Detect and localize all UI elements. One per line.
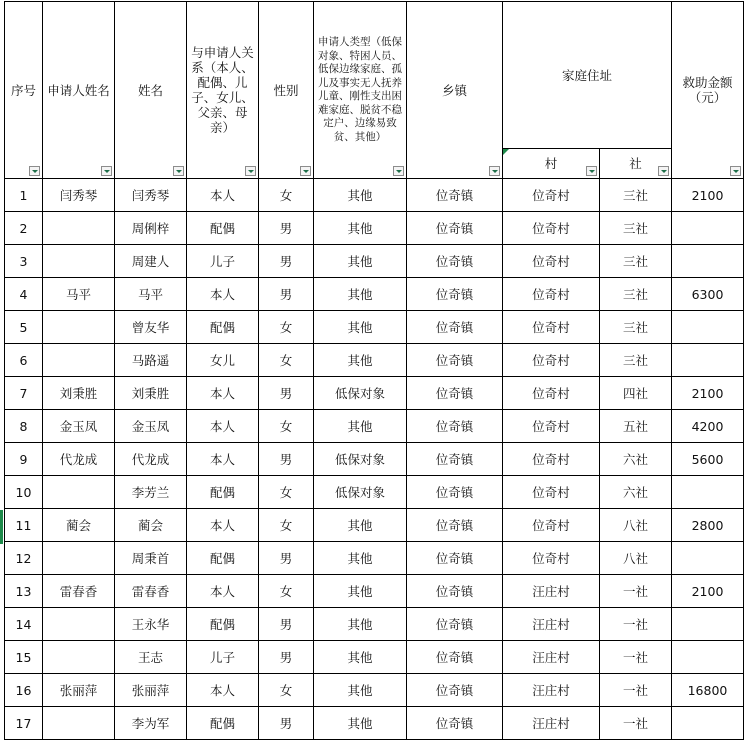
cell-town[interactable]: 位奇镇	[407, 179, 503, 212]
cell-applicant[interactable]	[43, 245, 115, 278]
cell-applicant[interactable]	[43, 641, 115, 674]
cell-village[interactable]: 位奇村	[503, 278, 600, 311]
cell-gender[interactable]: 女	[259, 179, 314, 212]
header-type-label: 申请人类型（低保对象、特困人员、低保边缘家庭、孤儿及事实无人抚养儿童、刚性支出困难家庭、脱贫不稳定户、边缘易致贫、其他）	[318, 36, 402, 143]
cell-applicant[interactable]	[43, 542, 115, 575]
cell-name[interactable]: 蔺会	[115, 509, 187, 542]
cell-amount[interactable]	[672, 344, 744, 377]
cell-she[interactable]: 三社	[600, 179, 672, 212]
cell-name[interactable]: 李为军	[115, 707, 187, 740]
cell-name[interactable]: 闫秀琴	[115, 179, 187, 212]
cell-gender[interactable]: 女	[259, 509, 314, 542]
header-seq-label: 序号	[10, 82, 36, 98]
cell-gender[interactable]: 男	[259, 707, 314, 740]
cell-gender[interactable]: 男	[259, 212, 314, 245]
cell-town[interactable]: 位奇镇	[407, 509, 503, 542]
cell-name[interactable]: 代龙成	[115, 443, 187, 476]
cell-gender[interactable]: 男	[259, 443, 314, 476]
cell-name[interactable]: 周建人	[115, 245, 187, 278]
cell-amount[interactable]: 2100	[672, 179, 744, 212]
cell-seq[interactable]: 15	[5, 641, 43, 674]
cell-amount[interactable]: 6300	[672, 278, 744, 311]
cell-amount[interactable]	[672, 476, 744, 509]
cell-type[interactable]: 其他	[314, 707, 407, 740]
cell-village[interactable]: 位奇村	[503, 542, 600, 575]
cell-amount[interactable]: 2100	[672, 377, 744, 410]
cell-name[interactable]: 王志	[115, 641, 187, 674]
header-gender-label: 性别	[273, 82, 299, 98]
cell-relation[interactable]: 配偶	[187, 707, 259, 740]
cell-village[interactable]: 位奇村	[503, 509, 600, 542]
cell-town[interactable]: 位奇镇	[407, 212, 503, 245]
header-address	[503, 2, 672, 149]
cell-village[interactable]: 汪庄村	[503, 674, 600, 707]
cell-seq[interactable]: 1	[5, 179, 43, 212]
table-row	[5, 542, 744, 575]
header-name-label: 姓名	[137, 82, 163, 98]
cell-type[interactable]: 其他	[314, 311, 407, 344]
cell-she[interactable]: 一社	[600, 575, 672, 608]
cell-gender[interactable]: 女	[259, 410, 314, 443]
cell-type[interactable]: 其他	[314, 575, 407, 608]
table-row	[5, 641, 744, 674]
cell-type[interactable]: 其他	[314, 245, 407, 278]
table-row	[5, 179, 744, 212]
cell-type[interactable]: 其他	[314, 641, 407, 674]
table-row	[5, 443, 744, 476]
cell-applicant[interactable]	[43, 311, 115, 344]
table-row	[5, 212, 744, 245]
header-amount-label: 救助金额（元）	[682, 75, 733, 105]
cell-she[interactable]: 三社	[600, 212, 672, 245]
cell-type[interactable]: 其他	[314, 674, 407, 707]
cell-seq[interactable]: 13	[5, 575, 43, 608]
cell-village[interactable]: 位奇村	[503, 179, 600, 212]
cell-seq[interactable]: 17	[5, 707, 43, 740]
cell-she[interactable]: 八社	[600, 542, 672, 575]
cell-she[interactable]: 一社	[600, 674, 672, 707]
cell-type[interactable]: 其他	[314, 542, 407, 575]
cell-relation[interactable]: 配偶	[187, 542, 259, 575]
cell-town[interactable]: 位奇镇	[407, 542, 503, 575]
header-name	[115, 2, 187, 179]
cell-relation[interactable]: 女儿	[187, 344, 259, 377]
filter-dropdown-icon[interactable]	[245, 166, 256, 176]
cell-applicant[interactable]	[43, 707, 115, 740]
header-village	[503, 149, 600, 179]
cell-town[interactable]: 位奇镇	[407, 575, 503, 608]
filter-dropdown-icon[interactable]	[29, 166, 40, 176]
cell-seq[interactable]: 2	[5, 212, 43, 245]
cell-town[interactable]: 位奇镇	[407, 641, 503, 674]
cell-village[interactable]: 位奇村	[503, 212, 600, 245]
cell-amount[interactable]	[672, 311, 744, 344]
cell-name[interactable]: 周秉首	[115, 542, 187, 575]
header-applicant	[43, 2, 115, 179]
cell-seq[interactable]: 7	[5, 377, 43, 410]
cell-applicant[interactable]: 刘秉胜	[43, 377, 115, 410]
cell-type[interactable]: 低保对象	[314, 443, 407, 476]
cell-seq[interactable]: 11	[5, 509, 43, 542]
cell-gender[interactable]: 女	[259, 674, 314, 707]
cell-relation[interactable]: 配偶	[187, 476, 259, 509]
cell-town[interactable]: 位奇镇	[407, 707, 503, 740]
cell-seq[interactable]: 5	[5, 311, 43, 344]
cell-gender[interactable]: 女	[259, 575, 314, 608]
cell-relation[interactable]: 本人	[187, 377, 259, 410]
cell-applicant[interactable]: 金玉凤	[43, 410, 115, 443]
cell-name[interactable]: 曾友华	[115, 311, 187, 344]
cell-name[interactable]: 张丽萍	[115, 674, 187, 707]
cell-name[interactable]: 王永华	[115, 608, 187, 641]
cell-she[interactable]: 三社	[600, 344, 672, 377]
cell-gender[interactable]: 男	[259, 278, 314, 311]
cell-applicant[interactable]	[43, 212, 115, 245]
cell-gender[interactable]: 男	[259, 377, 314, 410]
cell-name[interactable]: 李芳兰	[115, 476, 187, 509]
cell-comment-marker	[503, 149, 509, 155]
cell-seq[interactable]: 4	[5, 278, 43, 311]
cell-relation[interactable]: 配偶	[187, 311, 259, 344]
cell-type[interactable]: 其他	[314, 179, 407, 212]
cell-name[interactable]: 雷春香	[115, 575, 187, 608]
cell-gender[interactable]: 男	[259, 641, 314, 674]
cell-village[interactable]: 汪庄村	[503, 641, 600, 674]
table-row	[5, 575, 744, 608]
cell-name[interactable]: 金玉凤	[115, 410, 187, 443]
header-relation-label: 与申请人关系（本人、配偶、儿子、女儿、父亲、母亲）	[191, 45, 254, 135]
cell-village[interactable]: 位奇村	[503, 410, 600, 443]
cell-she[interactable]: 六社	[600, 476, 672, 509]
cell-town[interactable]: 位奇镇	[407, 245, 503, 278]
header-town-label: 乡镇	[441, 82, 467, 98]
cell-town[interactable]: 位奇镇	[407, 443, 503, 476]
filter-dropdown-icon[interactable]	[658, 166, 669, 176]
cell-applicant[interactable]: 蔺会	[43, 509, 115, 542]
cell-she[interactable]: 三社	[600, 278, 672, 311]
header-applicant-label: 申请人姓名	[47, 82, 110, 98]
header-amount	[672, 2, 744, 179]
cell-seq[interactable]: 14	[5, 608, 43, 641]
cell-gender[interactable]: 女	[259, 311, 314, 344]
cell-gender[interactable]: 男	[259, 542, 314, 575]
cell-type[interactable]: 其他	[314, 278, 407, 311]
cell-seq[interactable]: 8	[5, 410, 43, 443]
cell-amount[interactable]: 16800	[672, 674, 744, 707]
cell-relation[interactable]: 儿子	[187, 245, 259, 278]
cell-village[interactable]: 位奇村	[503, 377, 600, 410]
header-town	[407, 2, 503, 179]
cell-town[interactable]: 位奇镇	[407, 311, 503, 344]
cell-town[interactable]: 位奇镇	[407, 344, 503, 377]
cell-town[interactable]: 位奇镇	[407, 377, 503, 410]
cell-she[interactable]: 一社	[600, 707, 672, 740]
cell-name[interactable]: 马平	[115, 278, 187, 311]
filter-dropdown-icon[interactable]	[101, 166, 112, 176]
table-row	[5, 476, 744, 509]
cell-relation[interactable]: 本人	[187, 509, 259, 542]
cell-amount[interactable]	[672, 608, 744, 641]
filter-dropdown-icon[interactable]	[489, 166, 500, 176]
cell-amount[interactable]	[672, 641, 744, 674]
cell-gender[interactable]: 女	[259, 344, 314, 377]
cell-she[interactable]: 六社	[600, 443, 672, 476]
cell-village[interactable]: 汪庄村	[503, 575, 600, 608]
cell-type[interactable]: 其他	[314, 410, 407, 443]
cell-village[interactable]: 位奇村	[503, 245, 600, 278]
table-row	[5, 278, 744, 311]
filter-dropdown-icon[interactable]	[393, 166, 404, 176]
header-relation	[187, 2, 259, 179]
cell-amount[interactable]	[672, 707, 744, 740]
cell-relation[interactable]: 儿子	[187, 641, 259, 674]
cell-gender[interactable]: 女	[259, 476, 314, 509]
cell-applicant[interactable]: 闫秀琴	[43, 179, 115, 212]
header-address-label: 家庭住址	[561, 67, 612, 83]
cell-town[interactable]: 位奇镇	[407, 278, 503, 311]
table-row	[5, 509, 744, 542]
cell-applicant[interactable]: 张丽萍	[43, 674, 115, 707]
cell-town[interactable]: 位奇镇	[407, 608, 503, 641]
cell-relation[interactable]: 本人	[187, 443, 259, 476]
cell-village[interactable]: 位奇村	[503, 344, 600, 377]
cell-relation[interactable]: 本人	[187, 278, 259, 311]
relief-table	[4, 1, 744, 740]
cell-relation[interactable]: 本人	[187, 410, 259, 443]
cell-amount[interactable]: 2100	[672, 575, 744, 608]
filter-dropdown-icon[interactable]	[586, 166, 597, 176]
cell-type[interactable]: 其他	[314, 344, 407, 377]
cell-seq[interactable]: 16	[5, 674, 43, 707]
table-row	[5, 311, 744, 344]
cell-relation[interactable]: 本人	[187, 575, 259, 608]
cell-type[interactable]: 其他	[314, 608, 407, 641]
cell-name[interactable]: 周俐梓	[115, 212, 187, 245]
cell-relation[interactable]: 配偶	[187, 608, 259, 641]
table-row	[5, 410, 744, 443]
table-row	[5, 674, 744, 707]
cell-village[interactable]: 位奇村	[503, 443, 600, 476]
cell-amount[interactable]	[672, 245, 744, 278]
cell-she[interactable]: 一社	[600, 608, 672, 641]
cell-relation[interactable]: 本人	[187, 674, 259, 707]
cell-type[interactable]: 其他	[314, 509, 407, 542]
cell-seq[interactable]: 3	[5, 245, 43, 278]
header-gender	[259, 2, 314, 179]
cell-type[interactable]: 其他	[314, 212, 407, 245]
cell-amount[interactable]: 2800	[672, 509, 744, 542]
cell-town[interactable]: 位奇镇	[407, 410, 503, 443]
cell-she[interactable]: 四社	[600, 377, 672, 410]
cell-applicant[interactable]: 马平	[43, 278, 115, 311]
header-seq	[5, 2, 43, 179]
cell-seq[interactable]: 10	[5, 476, 43, 509]
cell-she[interactable]: 八社	[600, 509, 672, 542]
cell-she[interactable]: 三社	[600, 311, 672, 344]
cell-type[interactable]: 低保对象	[314, 476, 407, 509]
cell-seq[interactable]: 9	[5, 443, 43, 476]
row-selection-indicator	[0, 510, 3, 544]
cell-amount[interactable]	[672, 212, 744, 245]
cell-amount[interactable]: 5600	[672, 443, 744, 476]
cell-village[interactable]: 汪庄村	[503, 608, 600, 641]
cell-applicant[interactable]	[43, 344, 115, 377]
cell-seq[interactable]: 6	[5, 344, 43, 377]
cell-village[interactable]: 位奇村	[503, 311, 600, 344]
cell-applicant[interactable]: 雷春香	[43, 575, 115, 608]
header-village-label: 村	[544, 156, 558, 171]
filter-dropdown-icon[interactable]	[730, 166, 741, 176]
filter-dropdown-icon[interactable]	[300, 166, 311, 176]
header-type	[314, 2, 407, 179]
cell-gender[interactable]: 男	[259, 245, 314, 278]
cell-town[interactable]: 位奇镇	[407, 476, 503, 509]
cell-relation[interactable]: 本人	[187, 179, 259, 212]
cell-she[interactable]: 三社	[600, 245, 672, 278]
cell-relation[interactable]: 配偶	[187, 212, 259, 245]
cell-name[interactable]: 刘秉胜	[115, 377, 187, 410]
table-row	[5, 344, 744, 377]
cell-amount[interactable]: 4200	[672, 410, 744, 443]
cell-type[interactable]: 低保对象	[314, 377, 407, 410]
cell-name[interactable]: 马路遥	[115, 344, 187, 377]
cell-amount[interactable]	[672, 542, 744, 575]
cell-applicant[interactable]	[43, 608, 115, 641]
cell-she[interactable]: 五社	[600, 410, 672, 443]
table-row	[5, 608, 744, 641]
cell-applicant[interactable]	[43, 476, 115, 509]
cell-gender[interactable]: 男	[259, 608, 314, 641]
header-she-label: 社	[629, 156, 642, 171]
cell-town[interactable]: 位奇镇	[407, 674, 503, 707]
table-row	[5, 707, 744, 740]
cell-seq[interactable]: 12	[5, 542, 43, 575]
cell-she[interactable]: 一社	[600, 641, 672, 674]
cell-applicant[interactable]: 代龙成	[43, 443, 115, 476]
filter-dropdown-icon[interactable]	[173, 166, 184, 176]
cell-village[interactable]: 汪庄村	[503, 707, 600, 740]
table-row	[5, 377, 744, 410]
cell-village[interactable]: 位奇村	[503, 476, 600, 509]
table-row	[5, 245, 744, 278]
header-she	[600, 149, 672, 179]
